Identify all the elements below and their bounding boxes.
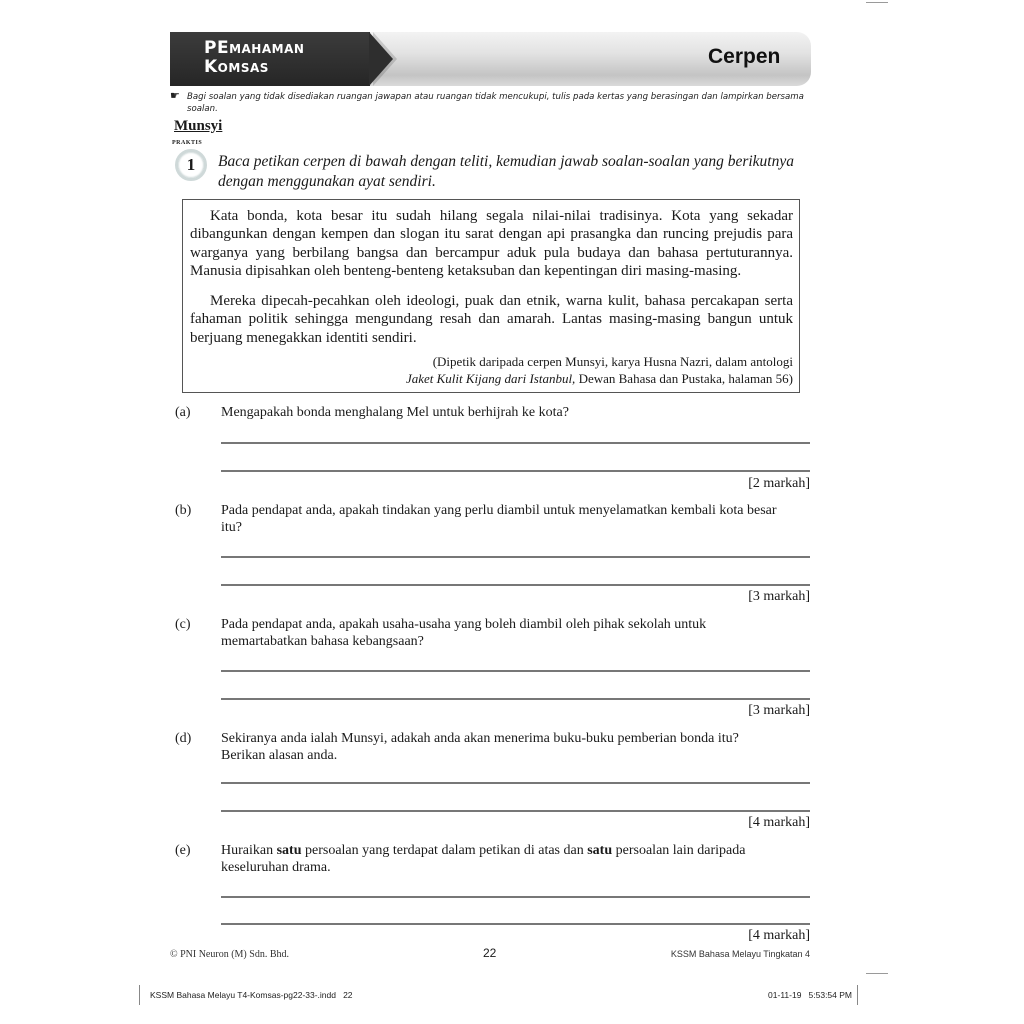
answer-line[interactable]: [221, 782, 810, 784]
question-d: [175, 730, 811, 764]
footer-copyright: © PNI Neuron (M) Sdn. Bhd.: [170, 949, 289, 960]
answer-line[interactable]: [221, 923, 810, 925]
marks-label: [4 markah]: [748, 928, 810, 943]
question-text: Mengapakah bonda menghalang Mel untuk berhijrah ke kota?: [221, 405, 569, 420]
slug-divider: [139, 985, 140, 1005]
question-letter: (b): [175, 503, 192, 518]
question-letter: (e): [175, 843, 191, 858]
question-text: [221, 842, 781, 876]
question-text-part: persoalan yang terdapat dalam petikan di atas dan: [301, 843, 588, 858]
question-c: [175, 616, 811, 650]
marks-label: [3 markah]: [748, 589, 810, 604]
answer-line[interactable]: [221, 896, 810, 898]
question-e: [175, 842, 811, 876]
praktis-number: 1: [175, 149, 207, 181]
answer-line[interactable]: [221, 584, 810, 586]
banner-title: [204, 39, 304, 77]
question-text-emphasis: satu: [587, 843, 613, 858]
marks-label: [3 markah]: [748, 703, 810, 718]
answer-line[interactable]: [221, 670, 810, 672]
general-instruction-text: Bagi soalan yang tidak disediakan ruangan jawapan atau ruangan tidak mencukupi, tulis pada kertas yang berasingan dan lampirkan bersama soalan.: [187, 92, 804, 114]
question-letter: (d): [175, 731, 192, 746]
question-text: Pada pendapat anda, apakah usaha-usaha yang boleh diambil oleh pihak sekolah untuk memartabatkan bahasa kebangsaan?: [221, 617, 707, 649]
answer-line[interactable]: [221, 442, 810, 444]
source-book-title: Jaket Kulit Kijang dari Istanbul,: [405, 371, 576, 387]
passage-paragraph: Mereka dipecah-pecahkan oleh ideologi, puak dan etnik, warna kulit, bahasa percakapan serta fahaman politik sehingga mengundang resah dan amarah. Lantas masing-masing bangun untuk berjuang menegakkan identiti sendiri.: [190, 293, 793, 346]
praktis-label: PRAKTIS: [172, 140, 203, 146]
praktis-badge: [170, 140, 210, 182]
general-instruction: [170, 91, 810, 115]
exercise-instruction: Baca petikan cerpen di bawah dengan teliti, kemudian jawab soalan-soalan yang berikutnya dengan menggunakan ayat sendiri.: [218, 153, 794, 190]
question-letter: (c): [175, 617, 191, 632]
banner-subtitle: Cerpen: [708, 45, 781, 68]
question-text-part: Huraikan: [221, 843, 277, 858]
marks-label: [4 markah]: [748, 815, 810, 830]
slug-divider: [857, 985, 858, 1005]
source-publisher: Dewan Bahasa dan Pustaka, halaman 56): [575, 371, 793, 387]
footer-book-title: KSSM Bahasa Melayu Tingkatan 4: [670, 949, 810, 959]
slug-file-name: KSSM Bahasa Melayu T4-Komsas-pg22-33-.indd 22: [150, 990, 353, 1000]
answer-line[interactable]: [221, 556, 810, 558]
question-text-emphasis: satu: [276, 843, 302, 858]
answer-line[interactable]: [221, 698, 810, 700]
passage-box: [182, 199, 800, 393]
question-text-part: persoalan lain daripada keseluruhan drama.: [221, 843, 746, 875]
header-banner: [170, 32, 811, 86]
crop-mark: [866, 2, 888, 3]
passage-source: [190, 353, 793, 387]
banner-subtitle-panel: [340, 32, 811, 86]
source-line1: (Dipetik daripada cerpen Munsyi, karya Husna Nazri, dalam antologi: [432, 354, 793, 370]
slug-timestamp: 01-11-19 5:53:54 PM: [768, 990, 852, 1000]
marks-label: [2 markah]: [748, 476, 810, 491]
answer-line[interactable]: [221, 810, 810, 812]
question-text: Pada pendapat anda, apakah tindakan yang perlu diambil untuk menyelamatkan kembali kota besar itu?: [221, 503, 777, 535]
question-b: [175, 502, 811, 536]
section-title: Munsyi: [174, 118, 223, 134]
pointing-hand-icon: ☛: [170, 89, 180, 102]
footer-page-number: 22: [483, 946, 497, 960]
passage-paragraph: Kata bonda, kota besar itu sudah hilang segala nilai-nilai tradisinya. Kota yang sekadar dibangunkan dengan kempen dan slogan itu sarat dengan api prasangka dan runcing prejudis para warganya yang berbilang bangsa dan bercampur aduk pula budaya dan bahasa pertuturannya. Manusia dipisahkan oleh benteng-benteng ketaksuban dan kepentingan diri masing-masing.: [190, 208, 793, 279]
banner-title-panel: [170, 32, 370, 86]
question-a: [175, 404, 811, 421]
crop-mark: [866, 973, 888, 974]
question-text: Sekiranya anda ialah Munsyi, adakah anda akan menerima buku-buku pemberian bonda itu? Berikan alasan anda.: [221, 731, 739, 763]
answer-line[interactable]: [221, 470, 810, 472]
banner-title-line2: Komsas: [204, 57, 269, 77]
question-letter: (a): [175, 405, 191, 420]
banner-title-line1: PEmahaman: [204, 38, 305, 58]
banner-arrow: [369, 32, 393, 86]
